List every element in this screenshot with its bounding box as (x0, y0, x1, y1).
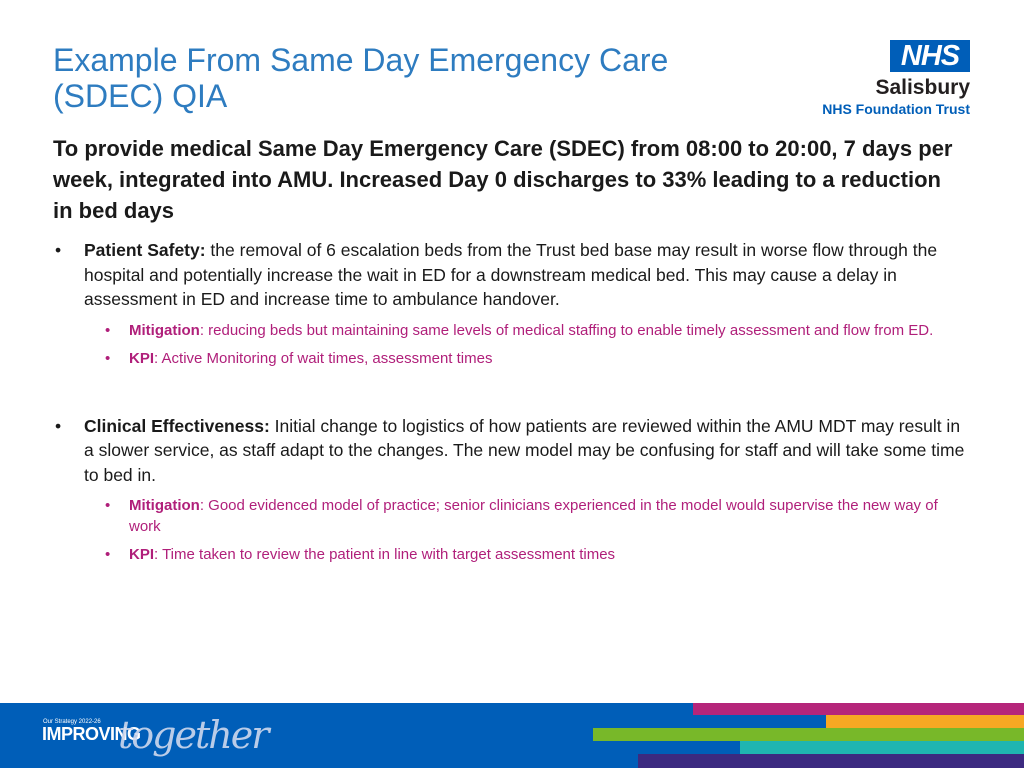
subitem-kpi (53, 544, 968, 565)
bullet-dot: • (55, 415, 62, 436)
logo-org-name: Salisbury (875, 76, 970, 99)
section-label: Patient Safety: (84, 240, 206, 260)
stripe-purple (638, 754, 1024, 768)
stripe-teal (740, 741, 1024, 754)
section-clinical-effectiveness (53, 414, 968, 488)
logo-trust-name: NHS Foundation Trust (822, 101, 970, 117)
nhs-badge: NHS (890, 40, 970, 72)
section-label: Clinical Effectiveness: (84, 415, 270, 436)
section-patient-safety (53, 238, 968, 312)
subitem-text: : Time taken to review the patient in line with target assessment times (154, 546, 616, 563)
title-line-2: (SDEC) QIA (53, 78, 228, 114)
stripe-orange (826, 715, 1024, 728)
title-line-1: Example From Same Day Emergency Care (53, 42, 669, 78)
subitem-label: KPI (129, 349, 155, 367)
improving-label: IMPROVING (42, 724, 141, 744)
stripe-magenta (693, 703, 1024, 715)
subitem-text: : reducing beds but maintaining same levels of medical staffing to enable timely assessment and flow from ED. (199, 321, 934, 339)
nhs-logo (800, 40, 975, 120)
sub-bullet-dot: • (105, 546, 111, 563)
bullet-dot: • (55, 240, 62, 260)
subheading: To provide medical Same Day Emergency Care (SDEC) from 08:00 to 20:00, 7 days per week, integrated into AMU. Increased Day 0 discharges to 33% leading to a reduction in bed days (53, 136, 953, 223)
subitem-text: : Good evidenced model of practice; senior clinicians experienced in the model would supervise the new way of work (129, 497, 938, 535)
strategy-label: Our Strategy 2022-26 (43, 719, 101, 725)
content-body (53, 238, 968, 565)
subitem-label: Mitigation (129, 321, 200, 339)
page-title (53, 42, 773, 114)
sub-bullet-dot: • (105, 349, 111, 367)
subitem-label: KPI (129, 546, 155, 563)
sub-bullet-dot: • (105, 497, 111, 514)
section-text: Initial change to logistics of how patients are reviewed within the AMU MDT may result in a slower service, as staff adapt to the changes. The new model may be confusing for staff and will take some time to bed in. (84, 415, 965, 485)
subitem-kpi (53, 348, 968, 369)
together-script: together (118, 713, 268, 757)
subitem-text: : Active Monitoring of wait times, assessment times (154, 349, 493, 367)
section-text: the removal of 6 escalation beds from the Trust bed base may result in worse flow through the hospital and potentially increase the wait in ED for a downstream medical bed. This may cause a delay in assessment in ED and increase time to ambulance handover. (84, 240, 938, 309)
subitem-mitigation (53, 495, 968, 537)
subitem-mitigation (53, 320, 968, 341)
footer-banner (0, 703, 1024, 768)
sub-bullet-dot: • (105, 321, 111, 339)
subitem-label: Mitigation (129, 497, 200, 514)
section-spacer (53, 369, 968, 414)
stripe-green (593, 728, 1024, 741)
